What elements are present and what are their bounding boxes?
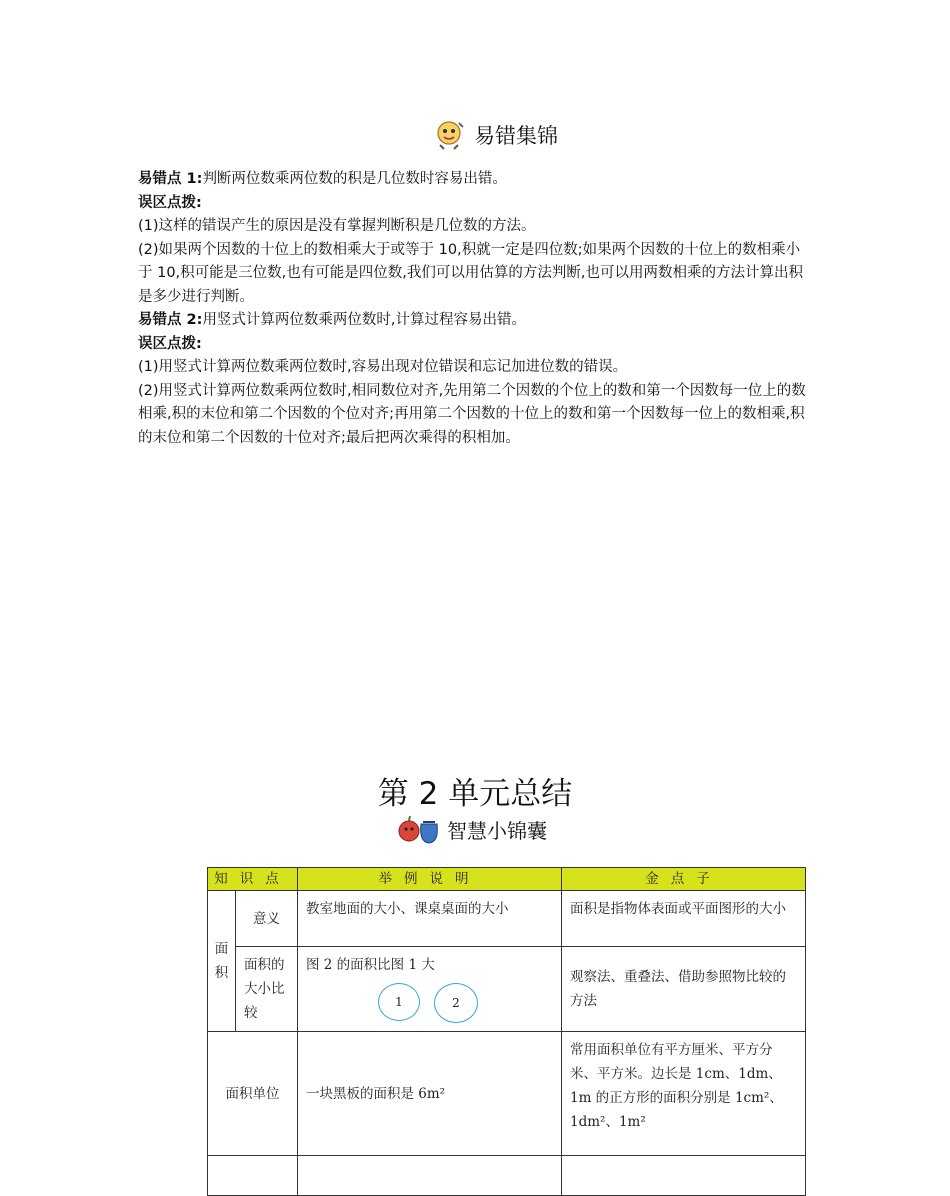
knowledge-table (207, 867, 805, 1196)
table-row-partial (208, 1156, 806, 1196)
table-header-row (208, 868, 806, 891)
paragraph (138, 192, 814, 216)
tip-cell (562, 1156, 806, 1196)
unit-title: 第 2 单元总结 (377, 776, 573, 812)
example-cell: 一块黑板的面积是 6m² (298, 1032, 562, 1156)
text: (1)这样的错误产生的原因是没有掌握判断积是几位数的方法。 (138, 218, 536, 234)
paragraph (138, 380, 814, 451)
text: (2)用竖式计算两位数乘两位数时,相同数位对齐,先用第二个因数的个位上的数和第一个因数每一位上的数相乘,积的末位和第二个因数的个位对齐;再用第二个因数的十位上的数和第一个因数每一位上的数相乘,积的末位和第二个因数的十位对齐;最后把两次乘得的积相加。 (138, 382, 806, 446)
label: 易错点 1: (138, 171, 203, 187)
section-title-errors (432, 118, 558, 152)
header-tip: 金点子 (562, 868, 806, 891)
figure-2: 2 (434, 983, 478, 1023)
topic-cell: 面积的大小比较 (236, 947, 298, 1032)
topic-cell (208, 1156, 298, 1196)
group-label: 面积 (208, 891, 236, 1032)
apple-bag-icon (397, 812, 441, 846)
table-row (208, 1032, 806, 1156)
text: 判断两位数乘两位数的积是几位数时容易出错。 (202, 171, 507, 187)
example-cell: 教室地面的大小、课桌桌面的大小 (298, 891, 562, 947)
table-row (208, 947, 806, 1032)
table-row (208, 891, 806, 947)
section-title-text: 易错集锦 (474, 124, 558, 148)
header-topic: 知识点 (208, 868, 298, 891)
paragraph (138, 168, 814, 192)
tip-cell: 面积是指物体表面或平面图形的大小 (562, 891, 806, 947)
section-title-text: 智慧小锦囊 (447, 818, 547, 843)
topic-cell: 意义 (236, 891, 298, 947)
figure-1: 1 (378, 983, 420, 1021)
label: 误区点拨: (138, 194, 202, 211)
mascot-icon (432, 118, 466, 152)
label: 误区点拨: (138, 335, 202, 352)
paragraph (138, 215, 814, 239)
text: (2)如果两个因数的十位上的数相乘大于或等于 10,积就一定是四位数;如果两个因数的十位上的数相乘小于 10,积可能是三位数,也有可能是四位数,我们可以用估算的方法判断,也可以用两数相乘的方法计算出积是多少进行判断。 (138, 241, 803, 305)
example-text: 图 2 的面积比图 1 大 (306, 957, 435, 973)
text: (1)用竖式计算两位数乘两位数时,容易出现对位错误和忘记加进位数的错误。 (138, 359, 628, 375)
section-title-tips (397, 812, 547, 846)
label: 易错点 2: (138, 312, 203, 328)
topic-cell: 面积单位 (208, 1032, 298, 1156)
example-cell (298, 1156, 562, 1196)
figure-circles (378, 983, 553, 1023)
tip-cell: 常用面积单位有平方厘米、平方分米、平方米。边长是 1cm、1dm、1m 的正方形的面积分别是 1cm²、1dm²、1m² (562, 1032, 806, 1156)
paragraph (138, 309, 814, 333)
paragraph (138, 333, 814, 357)
paragraph (138, 239, 814, 310)
paragraph (138, 356, 814, 380)
text: 用竖式计算两位数乘两位数时,计算过程容易出错。 (202, 312, 527, 328)
errors-content (138, 168, 814, 450)
header-example: 举例说明 (298, 868, 562, 891)
example-cell (298, 947, 562, 1032)
tip-cell: 观察法、重叠法、借助参照物比较的方法 (562, 947, 806, 1032)
